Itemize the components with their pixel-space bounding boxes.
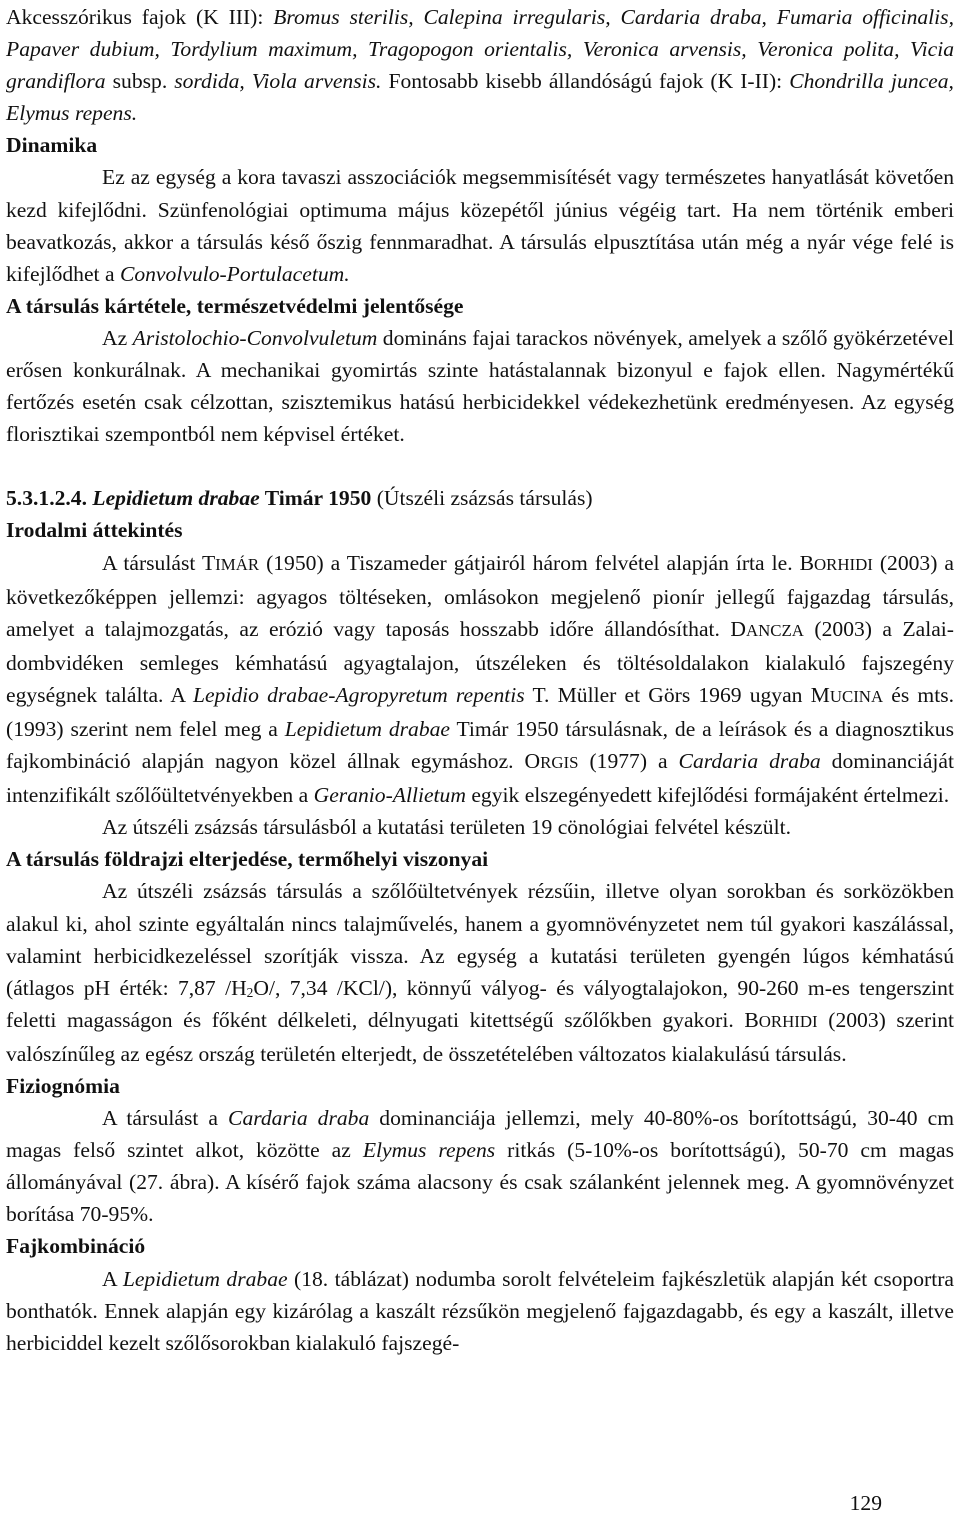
heading-fajkombinacio: Fajkombináció bbox=[6, 1234, 146, 1259]
section-number: 5.3.1.2.4. bbox=[6, 486, 93, 511]
author-name: DANCZA bbox=[730, 616, 804, 641]
accessory-species-paragraph bbox=[6, 1, 954, 129]
irodalmi-paragraph-1 bbox=[6, 547, 954, 812]
text-span: (2003) szerint valószínűleg az egész ország területén elterjedt, de összetételében változatos kialakulású társulás. bbox=[6, 1007, 954, 1066]
dinamika-paragraph bbox=[6, 161, 954, 289]
text-span: dominanciája jellemzi, mely 40-80%-os borítottságú, 30-40 cm magas felső szintet alkot, közötte az bbox=[6, 1106, 954, 1163]
author-name: BORHIDI bbox=[744, 1007, 818, 1032]
author-name: TIMÁR bbox=[201, 550, 260, 575]
page-content bbox=[6, 0, 954, 1359]
species-list: sordida, Viola arvensis. bbox=[174, 69, 382, 94]
association-common-name: (Útszéli zsázsás társulás) bbox=[371, 486, 593, 511]
irodalmi-paragraph-2: Az útszéli zsázsás társulásból a kutatási területen 19 cönológiai felvétel készült. bbox=[102, 815, 791, 840]
page-number: 129 bbox=[849, 1490, 882, 1515]
taxon-name: Convolvulo-Portulacetum. bbox=[119, 261, 350, 286]
text-span: O/, 7,34 /KCl/), könnyű vályog- és vályogtalajokon, 90-260 m-es tengerszint feletti magasságon és főként délkeleti, délnyugati kitettségű szőlőkben gyakori. bbox=[6, 975, 954, 1032]
foldrajzi-paragraph bbox=[6, 875, 954, 1070]
text-span: A bbox=[102, 1266, 123, 1291]
text-span: subsp. bbox=[105, 69, 175, 94]
fajkombinacio-paragraph bbox=[6, 1263, 954, 1359]
taxon-name: Aristolochio-Convolvuletum bbox=[132, 325, 378, 350]
text-span: (1977) a bbox=[578, 749, 679, 774]
taxon-name: Cardaria draba bbox=[228, 1106, 370, 1131]
text-span: domináns fajai tarackos növények, amelyek a szőlő gyökérzetével erősen konkurálnak. A mechanikai gyomirtás szinte hatástalannak bizonyul e fajok ellen. Nagymértékű fertőzés esetén csak célzottan, szisztemikus hatású herbicidekkel védekezhetünk eredményesen. Az egység florisztikai szempontból nem képvisel értéket. bbox=[6, 325, 954, 447]
section-title bbox=[6, 482, 954, 514]
text-span: (2003) a Zalai-dombvidéken semleges kémhatású agyagtalajon, útszéleken és töltésoldalakon kialakuló fajszegény egységnek találta. A bbox=[6, 616, 954, 707]
text-span: (2003) a következőképpen jellemzi: agyagos töltéseken, omlásokon megjelenő pionír jellegű fajgazdag társulás, amelyet a talajmozgatás, az erózió vagy taposás hosszabb időre állandósíthat. bbox=[6, 550, 954, 641]
text-span: Az útszéli zsázsás társulás a szőlőültetvények rézsűin, illetve olyan sorokban és sorközökben alakul ki, ahol szinte egyáltalán nincs talajművelés, hanem a gyomnövényzetet nem túl gyakori kaszálással, valamint herbicidkezeléssel szorítják vissza. Az egység a kutatási területen gyengén lúgos kémhatású (átlagos pH érték: 7,87 /H bbox=[6, 879, 954, 1000]
author-name: ORGIS bbox=[524, 749, 579, 774]
taxon-name: Geranio-Allietum bbox=[313, 783, 466, 808]
text-span: Ez az egység a kora tavaszi asszociációk megsemmisítését vagy természetes hanyatlását követően kezd kifejlődni. Szünfenológiai optimuma május közepétől június végéig tart. Ha nem történik emberi beavatkozás, akkor a társulás késő őszig fennmaradhat. A társulás elpusztítása után még a nyár vége felé is kifejlődhet a bbox=[6, 165, 954, 286]
species-list: Bromus sterilis, Calepina irregularis, Cardaria draba, Fumaria officinalis, Papaver dubium, Tordylium maximum, Tragopogon orientalis, Veronica arvensis, Veronica polita, Vicia grandiflora bbox=[6, 5, 954, 94]
taxon-name: Lepidietum drabae bbox=[284, 716, 450, 741]
text-span: ritkás (5-10%-os borítottságú), 50-70 cm magas állományával (27. ábra). A kísérő fajok száma alacsony és csak szálanként jelennek meg. A gyomnövényzet borítása 70-95%. bbox=[6, 1138, 954, 1227]
text-span: Az bbox=[102, 325, 133, 350]
heading-fiziognomia: Fiziognómia bbox=[6, 1074, 120, 1098]
kartetel-paragraph bbox=[6, 322, 954, 450]
text-span: egyik elszegényedett kifejlődési formájaként értelmezi. bbox=[465, 783, 950, 808]
text-span: és mts. (1993) szerint nem felel meg a bbox=[6, 682, 955, 741]
text-span: A társulást bbox=[102, 550, 202, 575]
heading-foldrajzi: A társulás földrajzi elterjedése, termőhelyi viszonyai bbox=[6, 847, 489, 872]
association-name: Lepidietum drabae bbox=[92, 486, 260, 511]
text-span: Akcesszórikus fajok (K III): bbox=[6, 5, 274, 29]
text-span: dominanciáját intenzifikált szőlőültetvényekben a bbox=[6, 749, 954, 808]
taxon-name: Lepidio drabae-Agropyretum repentis bbox=[192, 682, 525, 707]
taxon-name: Lepidietum drabae bbox=[122, 1266, 288, 1291]
text-span: (1950) a Tiszameder gátjairól három felvétel alapján írta le. bbox=[259, 550, 800, 575]
heading-kartetel: A társulás kártétele, természetvédelmi jelentősége bbox=[6, 293, 464, 318]
taxon-name: Cardaria draba bbox=[678, 749, 821, 774]
text-span: T. Müller et Görs 1969 ugyan bbox=[524, 682, 811, 707]
author-name: BORHIDI bbox=[799, 550, 873, 575]
species-list: Chondrilla juncea, Elymus repens. bbox=[6, 69, 954, 126]
heading-irodalmi: Irodalmi áttekintés bbox=[6, 518, 183, 543]
text-span: A társulást a bbox=[102, 1106, 229, 1131]
author-name: MUCINA bbox=[810, 682, 884, 707]
fiziognomia-paragraph bbox=[6, 1102, 954, 1230]
association-author: Timár 1950 bbox=[259, 486, 372, 511]
text-span: Fontosabb kisebb állandóságú fajok (K I-II): bbox=[381, 69, 790, 94]
subscript: 2 bbox=[246, 985, 254, 1001]
taxon-name: Elymus repens bbox=[362, 1138, 496, 1163]
heading-dinamika: Dinamika bbox=[6, 133, 98, 158]
text-span: Timár 1950 társulásnak, de a leírások és a diagnosztikus fajkombináció alapján nagyon közel állnak egymáshoz. bbox=[6, 716, 954, 774]
text-span: (18. táblázat) nodumba sorolt felvételeim fajkészletük alapján két csoportra bonthatók. Ennek alapján egy kizárólag a kaszált rézsűkön megjelenő fajgazdagabb, és egy a kaszált, illetve herbiciddel kezelt szőlősorokban kialakuló fajszegé- bbox=[6, 1266, 954, 1355]
